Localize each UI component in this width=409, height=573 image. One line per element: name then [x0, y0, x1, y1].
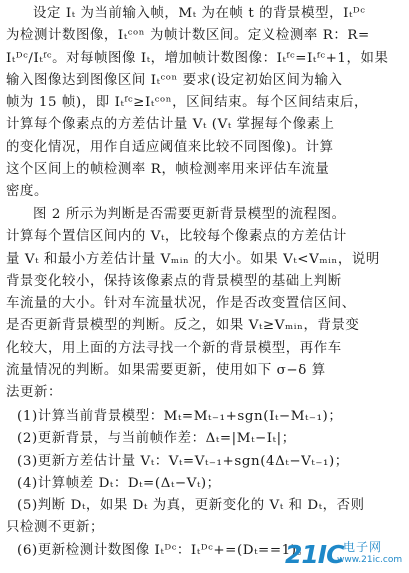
step-5-continued: 只检测不更新；	[6, 520, 104, 536]
watermark-logo: 21IC	[285, 540, 344, 569]
text-line: Iₜᴰᶜ/Iₜᶠᶜ。对每帧图像 Iₜ，增加帧计数图像：Iₜᶠᶜ=Iₜᶠᶜ+1，如果	[6, 50, 389, 66]
text-line: 这个区间上的帧检测率 R，帧检测率用来评估车流量	[6, 162, 330, 178]
site-watermark	[285, 537, 405, 571]
step-5: (5)判断 Dₜ，如果 Dₜ 为真，更新变化的 Vₜ 和 Dₜ，否则	[17, 498, 365, 514]
text-line: 输入图像达到图像区间 Iₜᶜᵒⁿ 要求(设定初始区间为输入	[6, 72, 343, 88]
text-line: 计算每个像素点的方差估计量 Vₜ (Vₜ 掌握每个像素上	[6, 117, 335, 133]
text-line: 图 2 所示为判断是否需要更新背景模型的流程图。	[33, 207, 346, 222]
text-line: 流量情况的判断。如果需要更新，使用如下 σ−δ 算	[6, 363, 326, 379]
text-line: 的变化情况，用作自适应阈值来比较不同图像)。计算	[6, 139, 334, 155]
text-line: 法更新：	[6, 385, 62, 401]
step-4: (4)计算帧差 Dₜ：Dₜ=(Δₜ−Vₜ)；	[17, 475, 221, 491]
text-line: 是否更新背景模型的判断。反之，如果 Vₜ≥Vₘᵢₙ，背景变	[6, 318, 360, 334]
watermark-url: www.21ic.com	[337, 555, 403, 565]
text-line: 计算每个置信区间内的 Vₜ，比较每个像素点的方差估计	[6, 229, 347, 245]
text-line: 为检测计数图像，Iₜᶜᵒⁿ 为帧计数区间。定义检测率 R：R=	[6, 28, 370, 44]
text-line: 化较大，用上面的方法寻找一个新的背景模型，再作车	[6, 340, 342, 356]
paragraph-2	[6, 204, 404, 405]
step-6: (6)更新检测计数图像 Iₜᴰᶜ：Iₜᴰᶜ+=(Dₜ==1)。	[17, 542, 311, 558]
text-line: 量 Vₜ 和最小方差估计量 Vₘᵢₙ 的大小。如果 Vₜ<Vₘᵢₙ，说明	[6, 251, 380, 267]
text-line: 帧为 15 帧)，即 Iₜᶠᶜ≥Iₜᶜᵒⁿ，区间结束。每个区间结束后，	[6, 95, 369, 111]
step-1: (1)计算当前背景模型：Mₜ=Mₜ₋₁+sgn(Iₜ−Mₜ₋₁)；	[17, 409, 343, 424]
paragraph-1	[6, 3, 404, 204]
text-line: 设定 Iₜ 为当前输入帧，Mₜ 为在帧 t 的背景模型，Iₜᴰᶜ	[33, 6, 366, 21]
text-line: 背景变化较小，保持该像素点的背景模型的基础上判断	[6, 273, 342, 289]
text-line: 密度。	[6, 184, 48, 200]
step-3: (3)更新方差估计量 Vₜ：Vₜ=Vₜ₋₁+sgn(4Δₜ−Vₜ₋₁)；	[17, 453, 349, 469]
text-line: 车流量的大小。针对车流量状况，作是否改变置信区间、	[6, 296, 356, 312]
step-2: (2)更新背景，与当前帧作差：Δₜ=|Mₜ−Iₜ|；	[17, 431, 296, 447]
watermark-cn: 电子网	[343, 540, 383, 554]
